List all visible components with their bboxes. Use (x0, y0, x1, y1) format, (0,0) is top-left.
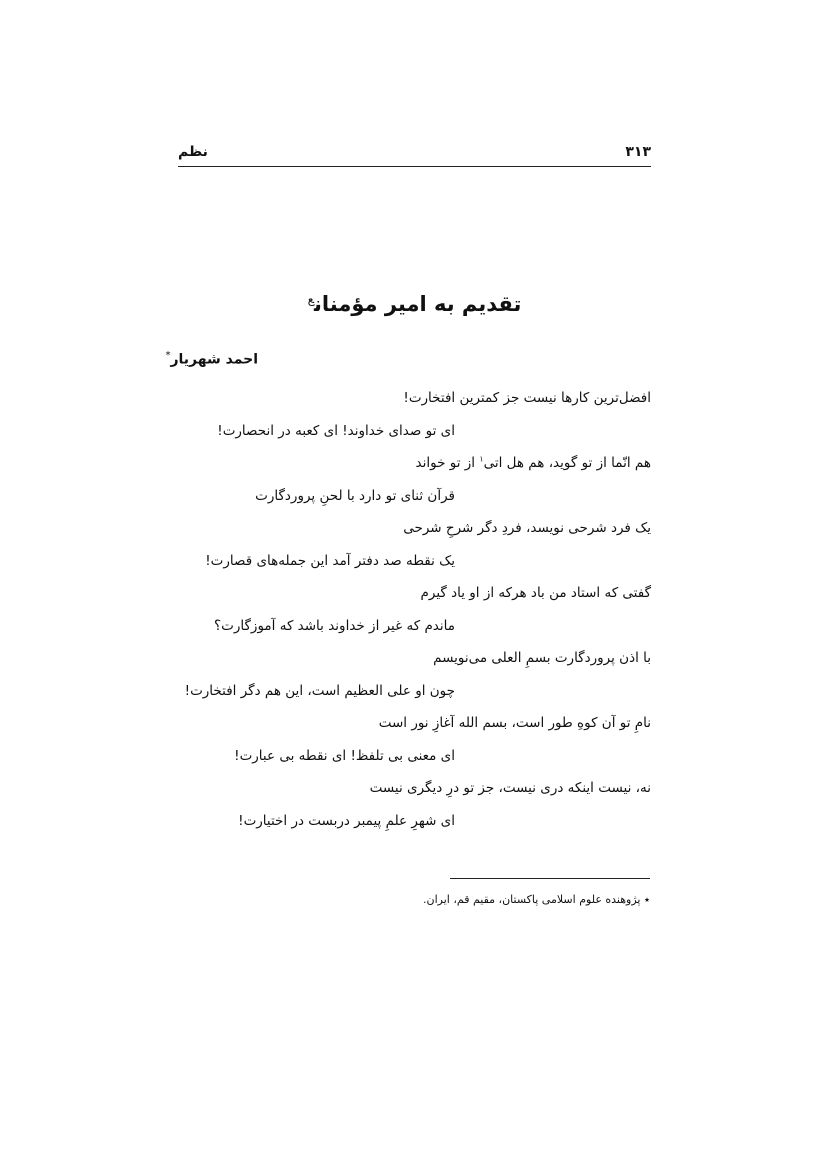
verse-line: یک نقطه صد دفتر آمد این جمله‌های قصارت! (205, 552, 455, 569)
author-name (165, 350, 258, 368)
verse-line: قرآن ثنای تو دارد با لحنِ پروردگارت (255, 487, 455, 504)
verse-footnote-mark: ۱ (479, 454, 484, 464)
verse-line: ای معنی بی تلفظ! ای نقطه بی عبارت! (234, 747, 455, 764)
verse-line: ای تو صدای خداوند! ای کعبه در انحصارت! (217, 422, 455, 439)
footnote-divider (450, 878, 650, 879)
verse-line: چون او علی العظیم است، این هم دگر افتخارت! (184, 682, 455, 699)
verse-line: نامِ تو آن کوهِ طور است، بسم الله آغازِ نور است (378, 715, 651, 731)
poem-title-note: ع (307, 292, 314, 306)
page-number: ۳۱۳ (625, 144, 651, 160)
footnote: ٭ پژوهنده علوم اسلامی پاکستان، مقیم قم، ایران. (423, 893, 650, 906)
poem-title-text: تقدیم به امیر مؤمنان (314, 292, 522, 316)
verse-line: یک فرد شرحی نویسد، فردِ دگر شرحِ شرحی (403, 520, 651, 536)
poem-title (178, 292, 651, 316)
verse-line-part: هم انّما از تو گوید، هم هل اتی (483, 455, 651, 471)
verse-line: افضل‌ترین کارها نیست جز کمترین افتخارت! (403, 390, 651, 406)
poem-verses (178, 382, 651, 837)
verse-line: نه، نیست اینکه دری نیست، جز تو درِ دیگری نیست (369, 780, 651, 796)
verse-line-part: از تو خواند (415, 455, 476, 471)
author-footnote-mark: * (165, 350, 171, 361)
verse-line: ای شهرِ علمِ پیمبر دربست در اختیارت! (238, 812, 455, 829)
verse-line: با اذن پروردگارت بسمِ العلی می‌نویسم (433, 650, 651, 666)
running-header (178, 140, 651, 167)
verse-line (178, 447, 651, 480)
verse-line: ماندم که غیر از خداوند باشد که آموزگارت؟ (214, 617, 455, 634)
section-name: نظم (178, 144, 208, 160)
verse-line: گفتی که استاد من باد هرکه از او یاد گیرم (420, 585, 651, 601)
author-text: احمد شهریار (170, 351, 258, 368)
